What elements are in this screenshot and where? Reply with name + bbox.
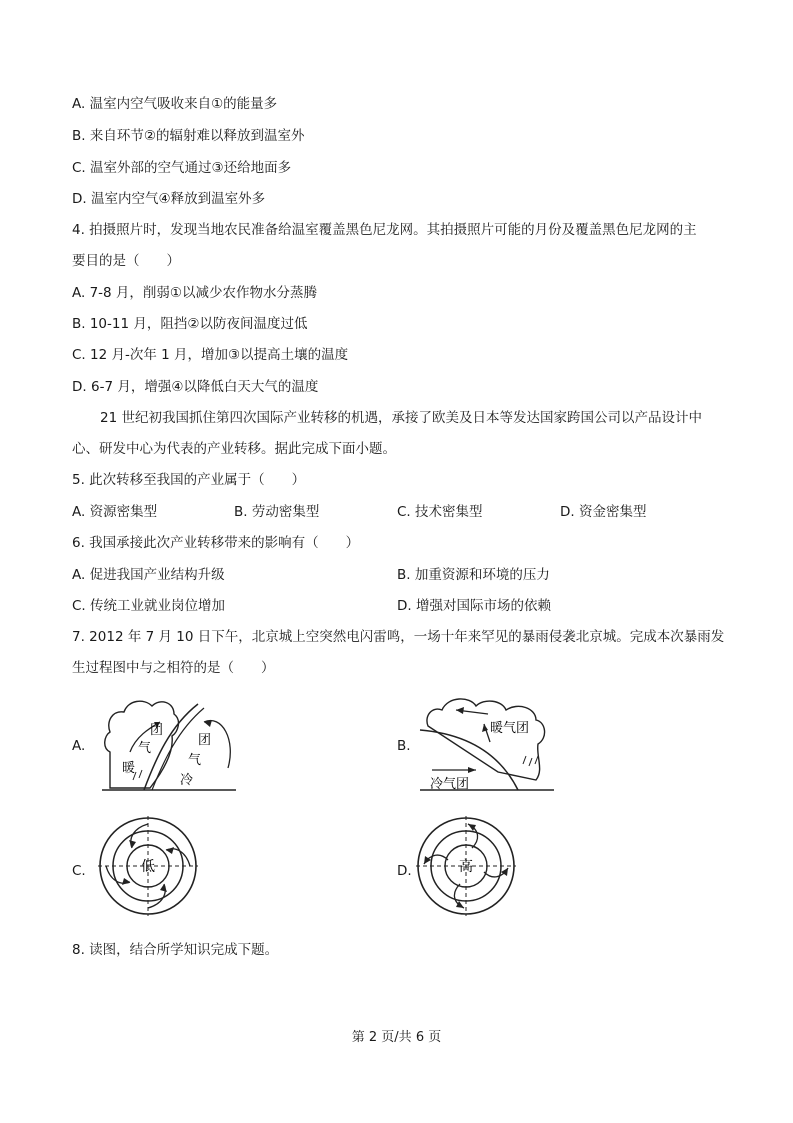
q7-figure-d <box>416 812 520 920</box>
q4-stem-line-2: 要目的是（ ） <box>72 253 180 269</box>
q7-figure-a-label: A. <box>72 738 86 754</box>
q7-figure-a <box>100 692 240 796</box>
fig-c-center-label: 低 <box>141 859 155 875</box>
q6-stem: 6. 我国承接此次产业转移带来的影响有（ ） <box>72 535 360 551</box>
fig-a-cold-char-3: 冷 <box>180 773 194 788</box>
fig-a-cold-char-2: 气 <box>188 753 202 768</box>
fig-a-warm-char-2: 气 <box>138 741 152 756</box>
q7-figure-c-label: C. <box>72 863 86 879</box>
passage-line-1: 21 世纪初我国抓住第四次国际产业转移的机遇，承接了欧美及日本等发达国家跨国公司以产品设计中 <box>100 410 702 426</box>
q5-option-c: C. 技术密集型 <box>397 504 483 520</box>
q7-stem-line-2: 生过程图中与之相符的是（ ） <box>72 660 275 676</box>
q6-option-a: A. 促进我国产业结构升级 <box>72 567 225 583</box>
q5-option-d: D. 资金密集型 <box>560 504 647 520</box>
fig-a-cold-char-1: 团 <box>198 733 212 748</box>
q7-figure-b <box>418 692 558 796</box>
q6-option-d: D. 增强对国际市场的依赖 <box>397 598 551 614</box>
q8-stem: 8. 读图，结合所学知识完成下题。 <box>72 942 279 958</box>
q6-option-b: B. 加重资源和环境的压力 <box>397 567 550 583</box>
fig-d-center-label: 高 <box>459 859 473 875</box>
q4-option-d: D. 6-7 月，增强④以降低白天大气的温度 <box>72 379 319 395</box>
q7-figure-c <box>98 812 202 920</box>
fig-a-warm-char-3: 暖 <box>122 761 136 776</box>
q5-option-a: A. 资源密集型 <box>72 504 158 520</box>
page-number: 第 2 页/共 6 页 <box>351 1030 442 1045</box>
fig-b-warm-mass: 暖气团 <box>490 721 530 736</box>
q3-option-a: A. 温室内空气吸收来自①的能量多 <box>72 96 278 112</box>
q4-option-a: A. 7-8 月，削弱①以减少农作物水分蒸腾 <box>72 285 318 301</box>
q4-option-c: C. 12 月-次年 1 月，增加③以提高土壤的温度 <box>72 347 349 363</box>
fig-b-cold-mass: 冷气团 <box>430 777 470 792</box>
q3-option-d: D. 温室内空气④释放到温室外多 <box>72 191 266 207</box>
q7-stem-line-1: 7. 2012 年 7 月 10 日下午，北京城上空突然电闪雷鸣，一场十年来罕见的暴雨侵袭北京城。完成本次暴雨发 <box>72 629 725 645</box>
fig-a-warm-char-1: 团 <box>150 723 164 738</box>
q4-stem-line-1: 4. 拍摄照片时，发现当地农民准备给温室覆盖黑色尼龙网。其拍摄照片可能的月份及覆盖黑色尼龙网的主 <box>72 222 697 238</box>
q5-stem: 5. 此次转移至我国的产业属于（ ） <box>72 472 306 488</box>
q5-option-b: B. 劳动密集型 <box>234 504 320 520</box>
q4-option-b: B. 10-11 月，阻挡②以防夜间温度过低 <box>72 316 308 332</box>
q7-figure-b-label: B. <box>397 738 411 754</box>
passage-line-2: 心、研发中心为代表的产业转移。据此完成下面小题。 <box>72 441 396 457</box>
q3-option-c: C. 温室外部的空气通过③还给地面多 <box>72 160 292 176</box>
q3-option-b: B. 来自环节②的辐射难以释放到温室外 <box>72 128 305 144</box>
q6-option-c: C. 传统工业就业岗位增加 <box>72 598 226 614</box>
q7-figure-d-label: D. <box>397 863 412 879</box>
